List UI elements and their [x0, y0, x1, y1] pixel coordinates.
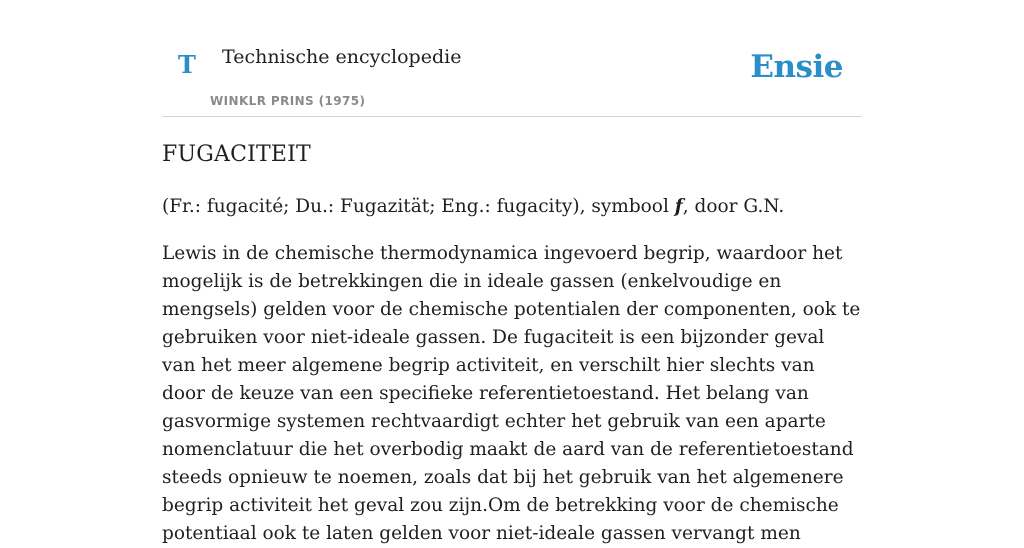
entry-title: FUGACITEIT [162, 142, 311, 167]
book-logo-letter[interactable]: T [178, 50, 196, 79]
book-source: WINKLR PRINS (1975) [210, 94, 366, 108]
ensie-logo[interactable]: Ensie [750, 49, 843, 85]
book-header [162, 0, 862, 117]
intro-text: (Fr.: fugacité; Du.: Fugazität; Eng.: fugacity), symbool [162, 196, 675, 217]
entry-body: Lewis in de chemische thermodynamica ingevoerd begrip, waardoor het mogelijk is de betrekkingen die in ideale gassen (enkelvoudige en mengsels) gelden voor de chemische potentialen der componenten, ook te gebruiken voor niet-ideale gassen. De fugaciteit is een bijzonder geval van het meer algemene begrip activiteit, en verschilt hier slechts van door de keuze van een specifieke referentietoestand. Het belang van gasvormige systemen rechtvaardigt echter het gebruik van een aparte nomenclatuur die het overbodig maakt de aard van de referentietoestand steeds opnieuw te noemen, zoals dat bij het gebruik van het algemenere begrip activiteit het geval zou zijn.Om de betrekking voor de chemische potentiaal ook te laten gelden voor niet-ideale gassen vervangt men [162, 243, 861, 544]
entry-intro [162, 193, 862, 221]
book-title[interactable]: Technische encyclopedie [222, 46, 462, 68]
intro-text-end: , door G.N. [682, 196, 785, 217]
entry-content [162, 140, 862, 548]
fugacity-symbol: f [674, 196, 683, 217]
